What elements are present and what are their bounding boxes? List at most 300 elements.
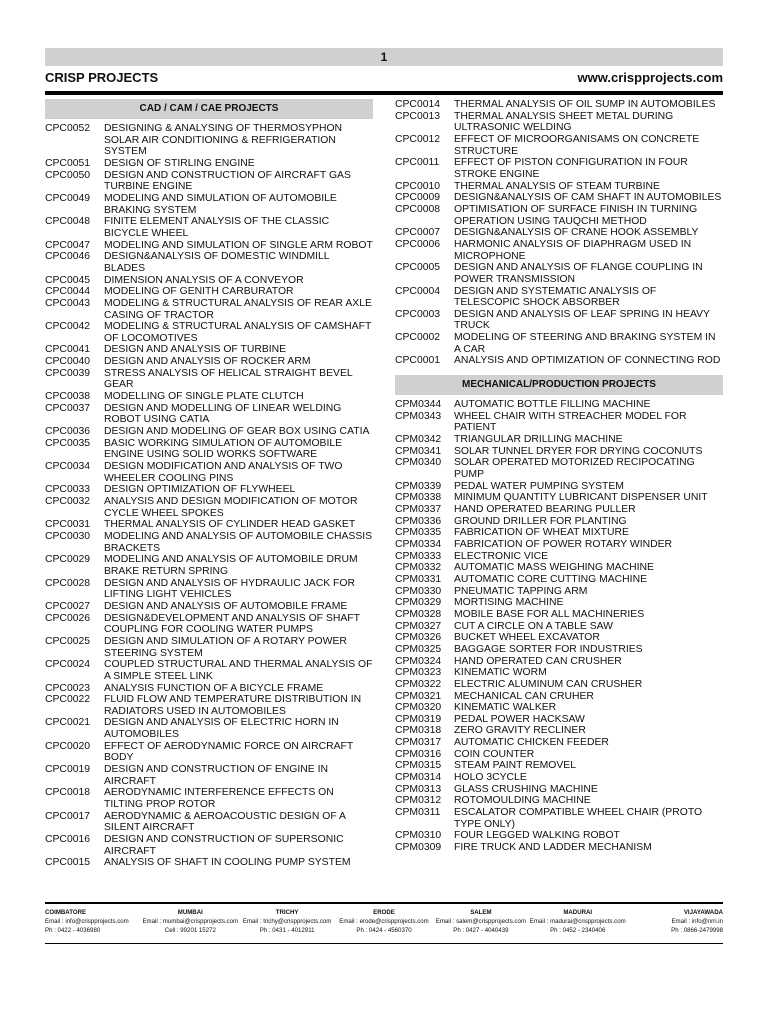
- project-title: DESIGN&DEVELOPMENT AND ANALYSIS OF SHAFT COUPLING FOR COOLING WATER PUMPS: [104, 612, 360, 636]
- project-code: CPC0050: [45, 169, 91, 181]
- project-code: CPC0052: [45, 123, 91, 134]
- project-title: MODELING & STRUCTURAL ANALYSIS OF REAR AXLE CASING OF TRACTOR: [104, 297, 372, 321]
- project-entry: [395, 667, 723, 679]
- project-code: CPC0044: [45, 286, 91, 298]
- project-entry: [45, 158, 373, 170]
- project-code: CPC0027: [45, 600, 91, 612]
- project-title: STEAM PAINT REMOVEL: [454, 760, 577, 772]
- project-code: CPM0332: [395, 562, 442, 574]
- project-entry: [395, 262, 723, 285]
- project-title: DESIGN AND MODELLING OF LINEAR WELDING ROBOT USING CATIA: [104, 402, 342, 426]
- project-entry: [395, 551, 723, 563]
- project-code: CPC0041: [45, 344, 91, 356]
- project-title: DESIGN AND ANALYSIS OF AUTOMOBILE FRAME: [104, 600, 348, 612]
- project-code: CPM0329: [395, 597, 442, 609]
- project-entry: [45, 613, 373, 636]
- cad-section-header: CAD / CAM / CAE PROJECTS: [45, 99, 373, 119]
- cad-project-list: [45, 123, 373, 869]
- project-code: CPC0047: [45, 239, 91, 251]
- project-title: ESCALATOR COMPATIBLE WHEEL CHAIR (PROTO TYPE ONLY): [454, 807, 703, 830]
- office-email[interactable]: Email : info@nrri.in: [671, 918, 724, 925]
- project-title: ROTOMOULDING MACHINE: [454, 795, 591, 807]
- project-code: CPC0007: [395, 227, 441, 239]
- office-city: ERODE: [373, 909, 395, 916]
- project-title: EFFECT OF PISTON CONFIGURATION IN FOUR STROKE ENGINE: [454, 157, 688, 180]
- project-code: CPM0337: [395, 504, 442, 515]
- project-title: CUT A CIRCLE ON A TABLE SAW: [454, 620, 613, 632]
- project-title: ANALYSIS AND OPTIMIZATION OF CONNECTING ROD: [454, 355, 721, 367]
- project-entry: [395, 714, 723, 726]
- project-entry: [45, 123, 373, 158]
- office-email[interactable]: Email : trichy@crispprojects.com: [242, 918, 332, 925]
- project-code: CPC0001: [395, 355, 441, 367]
- project-entry: [45, 811, 373, 834]
- project-code: CPC0013: [395, 110, 441, 122]
- project-title: EFFECT OF MICROORGANISAMS ON CONCRETE STRUCTURE: [454, 133, 700, 157]
- office-contact: [432, 908, 529, 935]
- project-entry: [395, 679, 723, 691]
- office-phone: Ph : 0431 - 4012911: [259, 927, 315, 934]
- project-entry: [45, 519, 373, 531]
- project-title: STRESS ANALYSIS OF HELICAL STRAIGHT BEVEL GEAR: [104, 367, 353, 391]
- project-code: CPM0318: [395, 725, 442, 737]
- project-code: CPM0338: [395, 492, 442, 504]
- project-code: CPC0012: [395, 133, 441, 145]
- project-code: CPM0336: [395, 515, 442, 527]
- project-entry: [395, 457, 723, 480]
- project-code: CPC0008: [395, 203, 441, 215]
- project-code: CPC0016: [45, 834, 91, 846]
- project-code: CPM0343: [395, 410, 442, 422]
- mech-project-list: [395, 399, 723, 854]
- project-entry: [395, 656, 723, 668]
- project-entry: [45, 438, 373, 461]
- project-entry: [395, 760, 723, 772]
- project-entry: [395, 725, 723, 737]
- project-code: CPC0019: [45, 764, 91, 776]
- project-entry: [395, 830, 723, 842]
- project-code: CPM0320: [395, 702, 442, 714]
- office-contacts: [45, 908, 723, 935]
- project-title: MODELING AND ANALYSIS OF AUTOMOBILE DRUM BRAKE RETURN SPRING: [104, 554, 358, 577]
- project-entry: [45, 170, 373, 193]
- project-code: CPC0018: [45, 787, 91, 799]
- footer-bottom-rule: [45, 943, 723, 944]
- project-title: PEDAL WATER PUMPING SYSTEM: [454, 480, 624, 492]
- project-code: CPC0009: [395, 192, 441, 204]
- project-entry: [395, 481, 723, 493]
- project-entry: [395, 737, 723, 749]
- project-code: CPC0042: [45, 321, 91, 333]
- project-title: DESIGN AND CONSTRUCTION OF AIRCRAFT GAS TURBINE ENGINE: [104, 169, 351, 193]
- project-title: BAGGAGE SORTER FOR INDUSTRIES: [454, 643, 643, 655]
- project-title: DESIGN AND ANALYSIS OF FLANGE COUPLING IN POWER TRANSMISSION: [454, 262, 703, 285]
- office-phone: Ph : 0427 - 4040439: [453, 927, 509, 934]
- project-entry: [395, 597, 723, 609]
- project-entry: [45, 240, 373, 252]
- project-title: FABRICATION OF POWER ROTARY WINDER: [454, 538, 673, 550]
- project-code: CPM0313: [395, 783, 442, 795]
- right-column: [395, 99, 723, 854]
- project-title: MINIMUM QUANTITY LUBRICANT DISPENSER UNIT: [454, 492, 708, 504]
- project-title: DESIGN AND CONSTRUCTION OF SUPERSONIC AIRCRAFT: [104, 834, 344, 857]
- project-entry: [395, 516, 723, 528]
- project-code: CPC0032: [45, 496, 91, 507]
- project-entry: [45, 403, 373, 426]
- project-code: CPM0340: [395, 457, 442, 469]
- project-entry: [45, 391, 373, 403]
- footer-rule: [45, 902, 723, 904]
- project-title: HAND OPERATED CAN CRUSHER: [454, 655, 622, 667]
- project-code: CPC0030: [45, 530, 91, 542]
- project-code: CPM0317: [395, 737, 442, 749]
- project-code: CPM0333: [395, 550, 442, 562]
- project-entry: [395, 157, 723, 180]
- project-code: CPC0022: [45, 694, 91, 706]
- office-city: SALEM: [470, 909, 492, 916]
- project-entry: [395, 111, 723, 134]
- project-code: CPC0003: [395, 308, 441, 320]
- project-code: CPM0319: [395, 713, 442, 725]
- project-title: DESIGN&ANALYSIS OF DOMESTIC WINDMILL BLADES: [104, 251, 330, 274]
- project-title: AUTOMATIC MASS WEIGHING MACHINE: [454, 562, 654, 574]
- project-title: KINEMATIC WALKER: [454, 702, 557, 714]
- project-entry: [395, 355, 723, 367]
- project-code: CPM0322: [395, 678, 442, 690]
- project-code: CPC0043: [45, 297, 91, 309]
- project-entry: [395, 309, 723, 332]
- project-title: DESIGN AND ANALYSIS OF HYDRAULIC JACK FOR LIFTING LIGHT VEHICLES: [104, 577, 355, 601]
- project-code: CPC0026: [45, 612, 91, 624]
- project-title: FINITE ELEMENT ANALYSIS OF THE CLASSIC BICYCLE WHEEL: [104, 216, 330, 239]
- section-gap: [395, 367, 723, 375]
- project-code: CPM0330: [395, 585, 442, 597]
- office-city: COIMBATORE: [45, 909, 87, 916]
- project-entry: [395, 239, 723, 262]
- project-entry: [45, 636, 373, 659]
- office-contact: [626, 908, 723, 935]
- project-code: CPC0045: [45, 274, 91, 286]
- project-title: PNEUMATIC TAPPING ARM: [454, 585, 588, 597]
- project-entry: [45, 659, 373, 682]
- project-entry: [395, 574, 723, 586]
- project-title: AUTOMATIC BOTTLE FILLING MACHINE: [454, 399, 651, 411]
- project-title: THERMAL ANALYSIS SHEET METAL DURING ULTRASONIC WELDING: [454, 110, 674, 134]
- project-code: CPC0004: [395, 285, 441, 297]
- project-title: ELECTRIC ALUMINUM CAN CRUSHER: [454, 678, 643, 690]
- project-entry: [395, 586, 723, 598]
- project-entry: [395, 204, 723, 227]
- project-code: CPC0046: [45, 251, 91, 263]
- page-number: 1: [380, 50, 388, 64]
- project-code: CPM0339: [395, 480, 442, 492]
- project-title: DESIGN AND SYSTEMATIC ANALYSIS OF TELESCOPIC SHOCK ABSORBER: [454, 285, 657, 309]
- project-title: WHEEL CHAIR WITH STREACHER MODEL FOR PATIENT: [454, 410, 687, 434]
- project-code: CPC0005: [395, 262, 441, 274]
- office-phone: Ph : 0422 - 4036980: [45, 927, 101, 934]
- project-title: DESIGN AND CONSTRUCTION OF ENGINE IN AIRCRAFT: [104, 764, 328, 787]
- project-code: CPC0035: [45, 437, 91, 449]
- project-entry: [395, 784, 723, 796]
- project-code: CPM0315: [395, 760, 442, 772]
- project-code: CPC0014: [395, 99, 441, 110]
- project-entry: [395, 399, 723, 411]
- project-title: BUCKET WHEEL EXCAVATOR: [454, 632, 600, 644]
- project-code: CPM0309: [395, 842, 442, 854]
- project-code: CPC0033: [45, 484, 91, 496]
- project-title: HOLO 3CYCLE: [454, 772, 527, 784]
- project-entry: [395, 492, 723, 504]
- project-entry: [45, 601, 373, 613]
- project-entry: [45, 496, 373, 519]
- project-title: COIN COUNTER: [454, 748, 535, 760]
- project-title: FLUID FLOW AND TEMPERATURE DISTRIBUTION IN RADIATORS USED IN AUTOMOBILES: [104, 694, 362, 717]
- project-code: CPC0017: [45, 810, 91, 822]
- project-entry: [45, 554, 373, 577]
- project-code: CPC0036: [45, 426, 91, 438]
- project-entry: [395, 527, 723, 539]
- project-title: MECHANICAL CAN CRUHER: [454, 690, 594, 702]
- project-code: CPC0024: [45, 659, 91, 671]
- header-rule: [45, 91, 723, 95]
- project-code: CPC0038: [45, 391, 91, 403]
- project-title: BASIC WORKING SIMULATION OF AUTOMOBILE ENGINE USING SOLID WORKS SOFTWARE: [104, 437, 343, 461]
- project-code: CPM0310: [395, 830, 442, 842]
- office-city: MUMBAI: [177, 909, 203, 916]
- project-code: CPC0010: [395, 180, 441, 192]
- project-entry: [395, 99, 723, 111]
- project-title: ELECTRONIC VICE: [454, 550, 549, 562]
- project-entry: [395, 691, 723, 703]
- project-entry: [45, 251, 373, 274]
- project-entry: [395, 192, 723, 204]
- project-entry: [45, 216, 373, 239]
- project-entry: [45, 741, 373, 764]
- project-entry: [45, 857, 373, 869]
- office-phone: Ph : 0866-2479998: [671, 927, 724, 934]
- project-code: CPC0031: [45, 519, 91, 531]
- project-title: MODELING OF STEERING AND BRAKING SYSTEM IN A CAR: [454, 332, 716, 355]
- project-title: DIMENSION ANALYSIS OF A CONVEYOR: [104, 274, 304, 286]
- project-entry: [45, 578, 373, 601]
- page-number-bar: [45, 48, 723, 66]
- project-entry: [45, 694, 373, 717]
- project-entry: [45, 286, 373, 298]
- project-entry: [395, 702, 723, 714]
- project-entry: [395, 749, 723, 761]
- project-code: CPM0327: [395, 620, 442, 632]
- project-title: SOLAR OPERATED MOTORIZED RECIPOCATING PUMP: [454, 457, 695, 481]
- office-contact: [529, 908, 626, 935]
- project-code: CPM0321: [395, 690, 442, 702]
- website-url[interactable]: www.crispprojects.com: [577, 70, 723, 85]
- project-title: THERMAL ANALYSIS OF STEAM TURBINE: [454, 180, 660, 192]
- project-code: CPM0335: [395, 527, 442, 539]
- office-city: VIJAYAWADA: [683, 909, 724, 916]
- project-entry: [395, 286, 723, 309]
- project-title: MODELING OF GENITH CARBURATOR: [104, 286, 294, 298]
- project-code: CPC0020: [45, 740, 91, 752]
- office-email[interactable]: Email : madurai@crispprojects.com: [529, 918, 626, 925]
- project-code: CPC0015: [45, 857, 91, 869]
- office-phone: Ph : 0452 - 2340406: [550, 927, 606, 934]
- project-code: CPM0344: [395, 399, 442, 411]
- project-code: CPM0325: [395, 643, 442, 655]
- project-entry: [45, 344, 373, 356]
- project-code: CPC0048: [45, 216, 91, 228]
- project-title: AERODYNAMIC & AEROACOUSTIC DESIGN OF A SILENT AIRCRAFT: [104, 810, 346, 834]
- office-email[interactable]: Email : salem@crispprojects.com: [435, 918, 526, 925]
- left-column: [45, 99, 373, 869]
- project-entry: [395, 562, 723, 574]
- project-entry: [395, 842, 723, 854]
- company-name: CRISP PROJECTS: [45, 70, 159, 85]
- project-title: EFFECT OF AERODYNAMIC FORCE ON AIRCRAFT BODY: [104, 740, 354, 764]
- project-title: HARMONIC ANALYSIS OF DIAPHRAGM USED IN MICROPHONE: [454, 238, 692, 262]
- project-code: CPC0051: [45, 157, 91, 169]
- project-entry: [45, 298, 373, 321]
- project-code: CPC0023: [45, 682, 91, 694]
- project-title: DESIGN&ANALYSIS OF CRANE HOOK ASSEMBLY: [454, 227, 699, 239]
- project-entry: [395, 434, 723, 446]
- project-title: TRIANGULAR DRILLING MACHINE: [454, 434, 623, 446]
- office-phone: Cell : 99201 15272: [164, 927, 216, 934]
- project-entry: [395, 504, 723, 516]
- project-title: DESIGN AND ANALYSIS OF TURBINE: [104, 344, 287, 356]
- project-code: CPM0324: [395, 655, 442, 667]
- project-code: CPC0049: [45, 192, 91, 204]
- project-entry: [395, 632, 723, 644]
- project-code: CPC0021: [45, 717, 91, 729]
- project-code: CPM0323: [395, 667, 442, 679]
- project-code: CPC0029: [45, 554, 91, 566]
- project-entry: [395, 621, 723, 633]
- project-title: ZERO GRAVITY RECLINER: [454, 725, 586, 737]
- project-entry: [45, 787, 373, 810]
- project-title: DESIGN OPTIMIZATION OF FLYWHEEL: [104, 484, 296, 496]
- project-title: DESIGN AND ANALYSIS OF ELECTRIC HORN IN AUTOMOBILES: [104, 717, 339, 741]
- project-code: CPC0025: [45, 635, 91, 647]
- project-entry: [395, 332, 723, 355]
- project-title: DESIGN OF STIRLING ENGINE: [104, 157, 255, 169]
- project-title: MORTISING MACHINE: [454, 597, 564, 609]
- project-entry: [45, 368, 373, 391]
- office-email[interactable]: Email : erode@crispprojects.com: [339, 918, 429, 925]
- project-title: FIRE TRUCK AND LADDER MECHANISM: [454, 842, 652, 854]
- project-code: CPM0328: [395, 608, 442, 620]
- project-code: CPM0312: [395, 795, 442, 807]
- office-contact: [336, 908, 433, 935]
- project-code: CPM0341: [395, 445, 442, 457]
- office-email[interactable]: Email : info@crispprojects.com: [45, 918, 129, 925]
- project-code: CPM0342: [395, 434, 442, 446]
- project-entry: [45, 484, 373, 496]
- project-entry: [45, 764, 373, 787]
- project-title: AUTOMATIC CORE CUTTING MACHINE: [454, 573, 647, 585]
- project-title: DESIGN AND ANALYSIS OF ROCKER ARM: [104, 356, 311, 368]
- project-title: OPTIMISATION OF SURFACE FINISH IN TURNING OPERATION USING TAUQCHI METHOD: [454, 203, 698, 227]
- project-title: ANALYSIS FUNCTION OF A BICYCLE FRAME: [104, 682, 324, 694]
- project-entry: [395, 807, 723, 830]
- project-entry: [395, 446, 723, 458]
- project-entry: [45, 717, 373, 740]
- project-code: CPM0331: [395, 573, 442, 585]
- project-title: MODELING AND SIMULATION OF AUTOMOBILE BRAKING SYSTEM: [104, 192, 337, 216]
- project-entry: [395, 227, 723, 239]
- project-entry: [395, 134, 723, 157]
- project-title: KINEMATIC WORM: [454, 667, 547, 679]
- project-entry: [395, 772, 723, 784]
- project-code: CPM0311: [395, 807, 441, 819]
- office-email[interactable]: Email : mumbai@crispprojects.com: [142, 918, 239, 925]
- office-contact: [239, 908, 336, 935]
- project-entry: [45, 834, 373, 857]
- office-city: TRICHY: [275, 909, 299, 916]
- project-code: CPC0039: [45, 367, 91, 379]
- project-entry: [395, 181, 723, 193]
- office-contact: [142, 908, 239, 935]
- project-title: DESIGN AND MODELING OF GEAR BOX USING CATIA: [104, 426, 370, 438]
- project-title: THERMAL ANALYSIS OF OIL SUMP IN AUTOMOBILES: [454, 99, 716, 110]
- project-entry: [45, 356, 373, 368]
- project-title: ANALYSIS OF SHAFT IN COOLING PUMP SYSTEM: [104, 857, 351, 869]
- project-code: CPC0002: [395, 332, 441, 344]
- project-entry: [395, 609, 723, 621]
- project-title: FOUR LEGGED WALKING ROBOT: [454, 830, 620, 842]
- project-title: MODELING AND ANALYSIS OF AUTOMOBILE CHASSIS BRACKETS: [104, 530, 373, 554]
- project-title: DESIGN AND SIMULATION OF A ROTARY POWER STEERING SYSTEM: [104, 635, 347, 659]
- project-entry: [45, 275, 373, 287]
- project-entry: [395, 411, 723, 434]
- project-title: SOLAR TUNNEL DRYER FOR DRYING COCONUTS: [454, 445, 703, 457]
- office-phone: Ph : 0424 - 4560370: [356, 927, 412, 934]
- project-entry: [45, 683, 373, 695]
- project-title: DESIGN AND ANALYSIS OF LEAF SPRING IN HEAVY TRUCK: [454, 308, 710, 332]
- office-contact: [45, 908, 142, 935]
- project-entry: [395, 539, 723, 551]
- project-title: COUPLED STRUCTURAL AND THERMAL ANALYSIS OF A SIMPLE STEEL LINK: [104, 659, 373, 682]
- project-entry: [45, 426, 373, 438]
- project-code: CPC0011: [395, 157, 440, 169]
- project-entry: [45, 193, 373, 216]
- project-title: DESIGNING & ANALYSING OF THERMOSYPHON SOLAR AIR CONDITIONING & REFRIGERATION SYSTEM: [104, 123, 343, 158]
- project-title: AERODYNAMIC INTERFERENCE EFFECTS ON TILTING PROP ROTOR: [104, 787, 334, 811]
- office-city: MADURAI: [563, 909, 593, 916]
- project-title: THERMAL ANALYSIS OF CYLINDER HEAD GASKET: [104, 519, 356, 531]
- mech-section-header: MECHANICAL/PRODUCTION PROJECTS: [395, 375, 723, 395]
- project-code: CPC0040: [45, 356, 91, 368]
- project-title: DESIGN&ANALYSIS OF CAM SHAFT IN AUTOMOBILES: [454, 192, 722, 204]
- project-title: DESIGN MODIFICATION AND ANALYSIS OF TWO WHEELER COOLING PINS: [104, 461, 343, 484]
- project-code: CPM0314: [395, 772, 442, 784]
- project-entry: [45, 461, 373, 484]
- project-title: MODELLING OF SINGLE PLATE CLUTCH: [104, 391, 304, 403]
- project-code: CPM0316: [395, 748, 442, 760]
- project-entry: [395, 795, 723, 807]
- project-title: MODELING AND SIMULATION OF SINGLE ARM ROBOT: [104, 239, 373, 251]
- project-code: CPC0028: [45, 577, 91, 589]
- cad-project-list-continued: [395, 99, 723, 367]
- project-title: FABRICATION OF WHEAT MIXTURE: [454, 527, 629, 539]
- project-title: MOBILE BASE FOR ALL MACHINERIES: [454, 608, 645, 620]
- project-code: CPM0326: [395, 632, 442, 644]
- project-code: CPC0034: [45, 461, 91, 473]
- project-code: CPC0037: [45, 402, 91, 414]
- project-title: GLASS CRUSHING MACHINE: [454, 783, 598, 795]
- project-code: CPM0334: [395, 538, 442, 550]
- project-code: CPC0006: [395, 238, 441, 250]
- project-title: PEDAL POWER HACKSAW: [454, 713, 585, 725]
